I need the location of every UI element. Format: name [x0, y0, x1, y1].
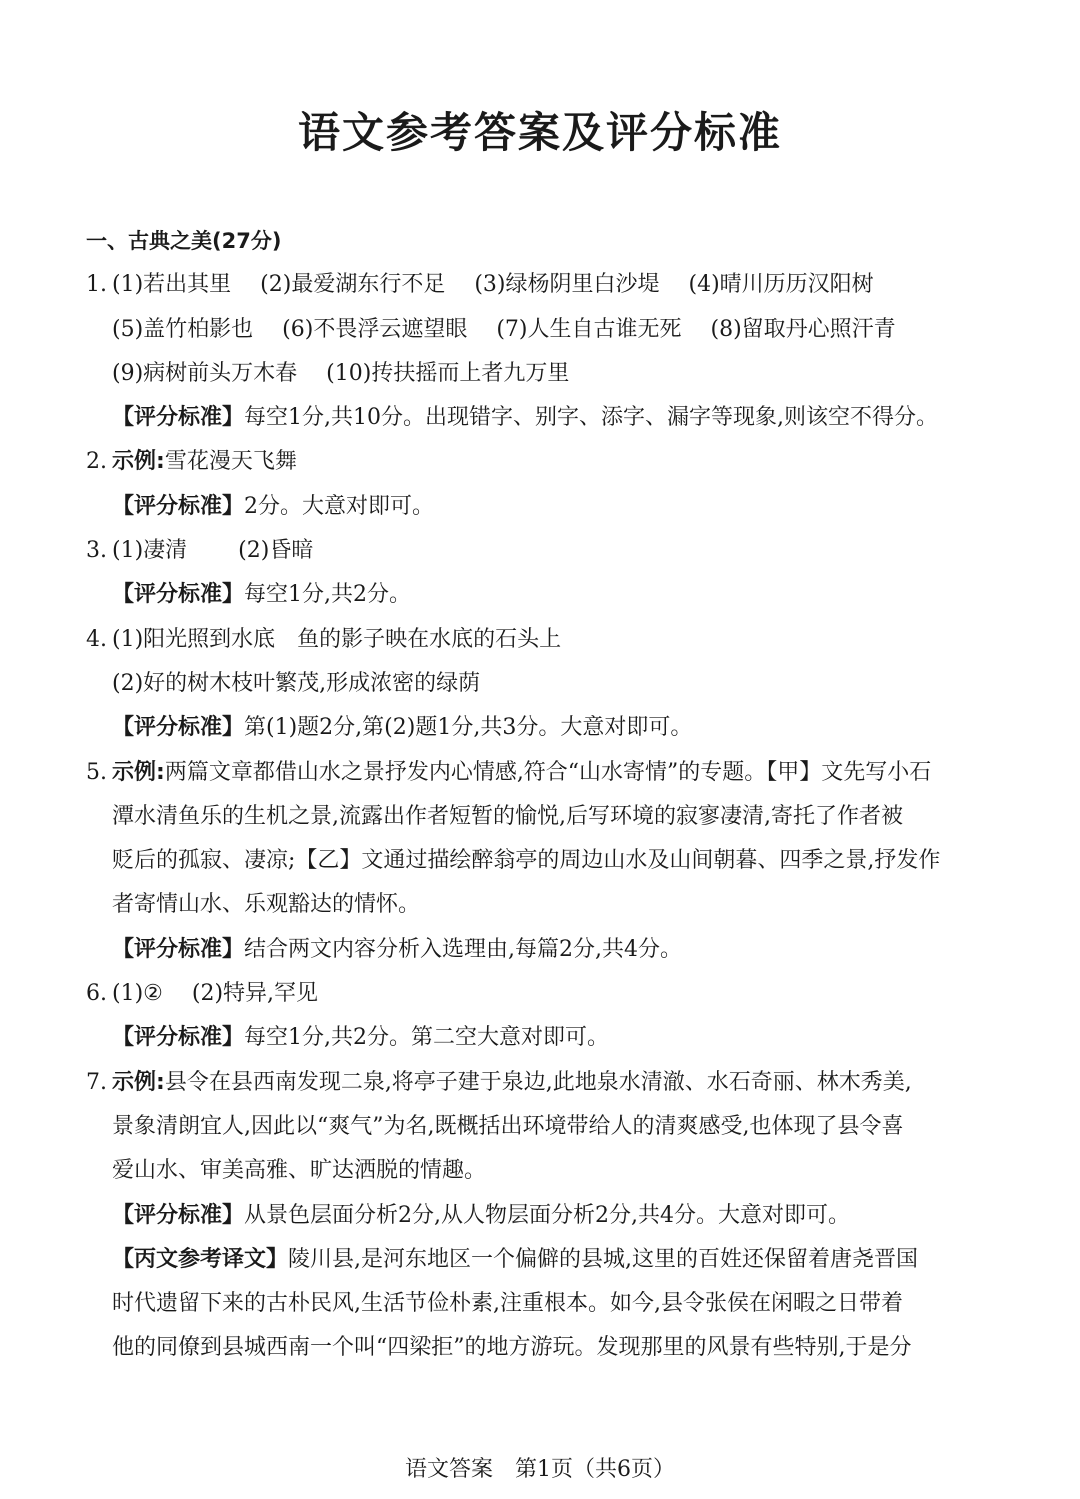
q5-criteria: [112, 928, 682, 972]
section-heading: 一、古典之美(27分): [86, 229, 282, 253]
q7-line-2: [0, 1105, 1080, 1149]
q1-answer-6: (6)不畏浮云遮望眼: [282, 316, 468, 342]
q2-answer-text: 雪花漫天飞舞: [164, 449, 297, 475]
q1-line-1: [0, 263, 1080, 307]
criteria-text: 结合两文内容分析入选理由,每篇2分,共4分。: [244, 936, 682, 962]
q7-text-2: 景象清朗宜人,因此以“爽气”为名,既概括出环境带给人的清爽感受,也体现了县令喜: [112, 1113, 904, 1139]
q3-answer-1: (1)凄清: [112, 538, 188, 564]
criteria-text: 第(1)题2分,第(2)题1分,共3分。大意对即可。: [244, 715, 693, 741]
criteria-text: 每空1分,共10分。出现错字、别字、添字、漏字等现象,则该空不得分。: [244, 405, 938, 431]
translation-2: 时代遗留下来的古朴民风,生活节俭朴素,注重根本。如今,县令张侯在闲暇之日带着: [112, 1291, 903, 1317]
translation-3: 他的同僚到县城西南一个叫“四梁拒”的地方游玩。发现那里的风景有些特别,于是分: [112, 1335, 912, 1361]
q4-answer-1: (1)阳光照到水底 鱼的影子映在水底的石头上: [112, 626, 562, 652]
q1-answer-4: (4)晴川历历汉阳树: [688, 272, 874, 298]
q1-answers-row-2: [112, 308, 896, 352]
q7-line-1: [0, 1061, 1080, 1105]
q7-criteria: [112, 1194, 850, 1238]
q5-line-4: [0, 883, 1080, 927]
q4-criteria-line: [0, 706, 1080, 750]
q1-answer-3: (3)绿杨阴里白沙堤: [474, 272, 660, 298]
q1-answer-10: (10)抟扶摇而上者九万里: [326, 360, 570, 386]
q6-answer-1: (1)②: [112, 981, 163, 1007]
translation-line-3: [0, 1326, 1080, 1370]
example-tag: 示例:: [112, 1069, 165, 1095]
section-heading-line: [0, 219, 1080, 263]
q1-answer-1: (1)若出其里: [112, 272, 232, 298]
q3-number: 3.: [86, 538, 107, 564]
criteria-tag: 【评分标准】: [112, 1025, 245, 1051]
q7-text-3: 爱山水、审美高雅、旷达洒脱的情趣。: [112, 1158, 487, 1184]
q3-line-1: [0, 529, 1080, 573]
q2-line-1: [0, 440, 1080, 484]
q1-answer-5: (5)盖竹柏影也: [112, 316, 254, 342]
translation-1: 陵川县,是河东地区一个偏僻的县城,这里的百姓还保留着唐尧晋国: [288, 1246, 919, 1272]
q6-answer-2: (2)特异,罕见: [191, 981, 319, 1007]
translation-line-2: [0, 1282, 1080, 1326]
example-tag: 示例:: [112, 759, 165, 785]
q3-criteria: [112, 573, 411, 617]
q5-line-1: [0, 751, 1080, 795]
criteria-tag: 【评分标准】: [112, 582, 245, 608]
example-tag: 示例:: [112, 449, 165, 475]
translation-line-1: [0, 1238, 1080, 1282]
content: [0, 219, 1080, 1371]
q5-text-2: 潭水清鱼乐的生机之景,流露出作者短暂的愉悦,后写环境的寂寥凄清,寄托了作者被: [112, 803, 903, 829]
criteria-text: 2分。大意对即可。: [244, 493, 435, 519]
q4-number: 4.: [86, 626, 107, 652]
criteria-tag: 【评分标准】: [112, 1202, 245, 1228]
q4-line-1: [0, 618, 1080, 662]
q4-line-2: [0, 662, 1080, 706]
criteria-tag: 【评分标准】: [112, 715, 245, 741]
q5-text-4: 者寄情山水、乐观豁达的情怀。: [112, 892, 421, 918]
q3-answer-2: (2)昏暗: [238, 538, 314, 564]
q1-answers-row-3: [112, 352, 569, 396]
q1-criteria: [112, 396, 938, 440]
q7-line-3: [0, 1149, 1080, 1193]
q2-answer: [112, 440, 297, 484]
q1-answer-9: (9)病树前头万木春: [112, 360, 298, 386]
q5-line-3: [0, 839, 1080, 883]
q5-line-2: [0, 795, 1080, 839]
q4-criteria: [112, 706, 692, 750]
q3-criteria-line: [0, 573, 1080, 617]
q5-criteria-line: [0, 928, 1080, 972]
translation-text-1: [112, 1238, 918, 1282]
q6-criteria: [112, 1016, 609, 1060]
q2-number: 2.: [86, 449, 107, 475]
criteria-text: 从景色层面分析2分,从人物层面分析2分,共4分。大意对即可。: [244, 1202, 850, 1228]
q1-answer-8: (8)留取丹心照汗青: [710, 316, 896, 342]
q7-criteria-line: [0, 1194, 1080, 1238]
q1-answers-row-1: [112, 263, 874, 307]
page-footer: 语文答案 第1页（共6页）: [405, 1457, 675, 1482]
q1-criteria-line: [0, 396, 1080, 440]
q6-number: 6.: [86, 981, 107, 1007]
criteria-tag: 【评分标准】: [112, 405, 245, 431]
q5-text-1: [112, 751, 931, 795]
q6-answers: [112, 972, 318, 1016]
q6-line-1: [0, 972, 1080, 1016]
q1-line-3: [0, 352, 1080, 396]
translation-tag: 【丙文参考译文】: [112, 1246, 289, 1272]
criteria-text: 每空1分,共2分。第二空大意对即可。: [244, 1025, 610, 1051]
q4-answer-2: (2)好的树木枝叶繁茂,形成浓密的绿荫: [112, 670, 481, 696]
q1-answer-2: (2)最爱湖东行不足: [260, 272, 446, 298]
q7-number: 7.: [86, 1069, 107, 1095]
q1-number: 1.: [86, 272, 107, 298]
q5-number: 5.: [86, 759, 107, 785]
q7-line-1-text: 县令在县西南发现二泉,将亭子建于泉边,此地泉水清澈、水石奇丽、林木秀美,: [164, 1069, 912, 1095]
q5-text-3: 贬后的孤寂、凄凉;【乙】文通过描绘醉翁亭的周边山水及山间朝暮、四季之景,抒发作: [112, 848, 941, 874]
criteria-tag: 【评分标准】: [112, 493, 245, 519]
q6-criteria-line: [0, 1016, 1080, 1060]
q1-line-2: [0, 308, 1080, 352]
q2-criteria-line: [0, 485, 1080, 529]
document-title: 语文参考答案及评分标准: [297, 108, 782, 157]
q7-text-1: [112, 1061, 912, 1105]
criteria-tag: 【评分标准】: [112, 936, 245, 962]
q1-answer-7: (7)人生自古谁无死: [496, 316, 682, 342]
q5-line-1-text: 两篇文章都借山水之景抒发内心情感,符合“山水寄情”的专题。【甲】文先写小石: [164, 759, 932, 785]
q3-answers: [112, 529, 313, 573]
criteria-text: 每空1分,共2分。: [244, 582, 412, 608]
q2-criteria: [112, 485, 434, 529]
